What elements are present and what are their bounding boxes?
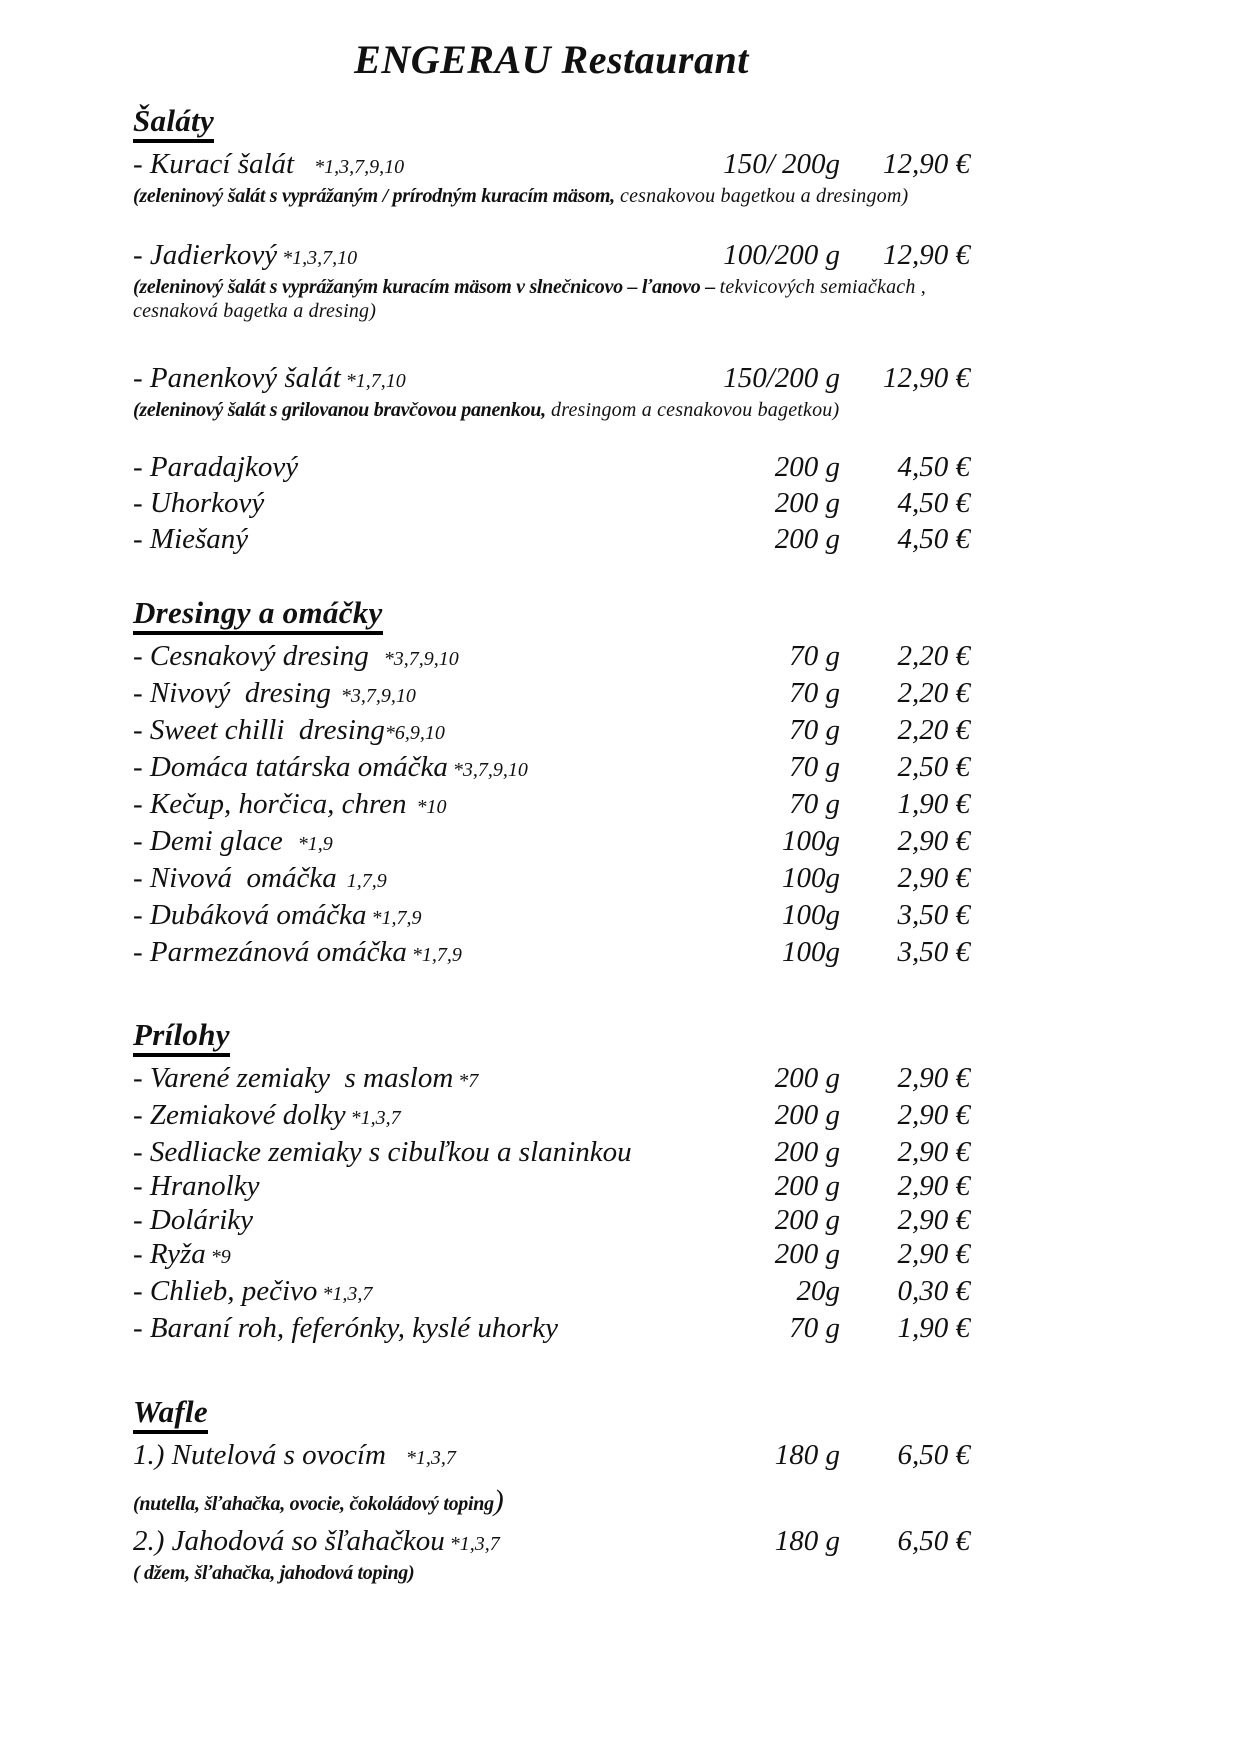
item-price: 2,90 € — [897, 1136, 970, 1169]
item-name: - Dubáková omáčka — [133, 899, 367, 932]
menu-item-row — [133, 1438, 970, 1475]
item-price: 12,90 € — [883, 362, 970, 395]
item-weight: 70 g — [789, 788, 840, 821]
menu-item-row — [133, 750, 970, 787]
description-light: tekvicových semiačkach , cesnaková bagetka a dresing) — [133, 276, 926, 323]
item-name: - Ryža — [133, 1238, 206, 1271]
item-price: 4,50 € — [897, 487, 970, 520]
item-price: 4,50 € — [897, 451, 970, 484]
item-name: - Miešaný — [133, 523, 249, 556]
menu-item-row — [133, 935, 970, 972]
item-allergens: *10 — [406, 796, 447, 819]
item-weight: 200 g — [774, 451, 840, 484]
menu-item-row — [133, 522, 970, 556]
item-name: - Cesnakový dresing — [133, 640, 369, 673]
menu-item-row — [133, 898, 970, 935]
item-allergens: *3,7,9,10 — [447, 759, 528, 782]
item-weight: 200 g — [774, 1136, 840, 1169]
description-strong: ( džem, šľahačka, jahodová toping) — [133, 1562, 415, 1585]
item-name: - Sedliacke zemiaky s cibuľkou a slaninkou — [133, 1136, 632, 1169]
item-weight: 200 g — [774, 1099, 840, 1132]
item-name: - Domáca tatárska omáčka — [133, 751, 448, 784]
item-name: - Varené zemiaky s maslom — [133, 1062, 454, 1095]
menu-item-row — [133, 1237, 970, 1274]
item-weight: 180 g — [774, 1439, 840, 1472]
description-strong: (nutella, šľahačka, ovocie, čokoládový toping — [133, 1493, 494, 1516]
menu-item-row — [133, 1274, 970, 1311]
section-prilohy — [133, 1018, 970, 1057]
item-description — [133, 1484, 970, 1518]
item-allergens: *3,7,9,10 — [368, 648, 459, 671]
item-price: 2,90 € — [897, 1062, 970, 1095]
description-strong: (zeleninový šalát s vyprážaným kuracím mäsom v slnečnicovo – ľanovo – — [133, 276, 720, 299]
menu-item-row — [133, 486, 970, 520]
item-name: - Sweet chilli dresing — [133, 714, 385, 747]
item-price: 2,20 € — [897, 640, 970, 673]
menu-item-row — [133, 1098, 970, 1135]
item-description — [133, 1561, 970, 1585]
menu-item-row — [133, 1524, 970, 1561]
item-price: 3,50 € — [897, 936, 970, 969]
menu-item-row — [133, 713, 970, 750]
item-weight: 70 g — [789, 714, 840, 747]
item-name: - Nivová omáčka — [133, 862, 337, 895]
description-strong: (zeleninový šalát s grilovanou bravčovou panenkou, — [133, 399, 546, 422]
item-description — [133, 275, 970, 323]
item-allergens: *1,3,7,9,10 — [294, 156, 405, 179]
item-weight: 70 g — [789, 640, 840, 673]
section-salaty — [133, 104, 970, 143]
menu-item-row — [133, 361, 970, 398]
item-price: 12,90 € — [883, 148, 970, 181]
menu-item-row — [133, 1203, 970, 1237]
menu-item-row — [133, 861, 970, 898]
item-name: - Zemiakové dolky — [133, 1099, 346, 1132]
item-allergens: 1,7,9 — [336, 870, 387, 893]
menu-item-row — [133, 450, 970, 484]
item-weight: 180 g — [774, 1525, 840, 1558]
item-name: - Parmezánová omáčka — [133, 936, 407, 969]
item-allergens: *1,7,10 — [340, 370, 406, 393]
item-price: 1,90 € — [897, 788, 970, 821]
item-name: - Chlieb, pečivo — [133, 1275, 318, 1308]
item-weight: 100g — [782, 862, 840, 895]
item-allergens: *1,9 — [282, 833, 333, 856]
item-price: 2,50 € — [897, 751, 970, 784]
item-price: 2,90 € — [897, 862, 970, 895]
item-weight: 20g — [796, 1275, 840, 1308]
section-heading: Dresingy a omáčky — [133, 596, 383, 635]
menu-item-row — [133, 1311, 970, 1345]
item-price: 2,90 € — [897, 1099, 970, 1132]
section-wafle — [133, 1395, 970, 1434]
item-price: 2,90 € — [897, 1170, 970, 1203]
description-paren: ) — [493, 1484, 504, 1518]
item-name: - Doláriky — [133, 1204, 253, 1237]
item-weight: 70 g — [789, 677, 840, 710]
item-name: - Nivový dresing — [133, 677, 331, 710]
item-description — [133, 398, 970, 422]
description-strong: (zeleninový šalát s vyprážaným / prírodným kuracím mäsom, — [133, 185, 615, 208]
item-weight: 200 g — [774, 487, 840, 520]
item-name: - Jadierkový — [133, 239, 278, 272]
item-description — [133, 184, 970, 208]
item-price: 2,20 € — [897, 677, 970, 710]
menu-item-row — [133, 639, 970, 676]
menu-item-row — [133, 676, 970, 713]
item-weight: 100g — [782, 825, 840, 858]
item-price: 2,90 € — [897, 1238, 970, 1271]
item-price: 2,20 € — [897, 714, 970, 747]
item-weight: 200 g — [774, 1170, 840, 1203]
item-price: 4,50 € — [897, 523, 970, 556]
item-weight: 150/ 200g — [723, 148, 840, 181]
section-heading: Prílohy — [133, 1018, 230, 1057]
menu-item-row — [133, 238, 970, 275]
item-price: 6,50 € — [897, 1439, 970, 1472]
item-allergens: *1,3,7,10 — [277, 247, 358, 270]
item-weight: 150/200 g — [723, 362, 840, 395]
item-name: 1.) Nutelová s ovocím — [133, 1439, 386, 1472]
section-heading: Wafle — [133, 1395, 208, 1434]
item-weight: 200 g — [774, 1204, 840, 1237]
item-name: - Hranolky — [133, 1170, 260, 1203]
item-allergens: *1,7,9 — [406, 944, 462, 967]
item-price: 12,90 € — [883, 239, 970, 272]
item-allergens: *1,3,7 — [345, 1107, 401, 1130]
item-weight: 200 g — [774, 1062, 840, 1095]
item-name: - Panenkový šalát — [133, 362, 341, 395]
item-weight: 70 g — [789, 751, 840, 784]
item-name: - Kurací šalát — [133, 148, 295, 181]
item-price: 6,50 € — [897, 1525, 970, 1558]
item-price: 1,90 € — [897, 1312, 970, 1345]
menu-item-row — [133, 824, 970, 861]
item-name: 2.) Jahodová so šľahačkou — [133, 1525, 445, 1558]
item-price: 0,30 € — [897, 1275, 970, 1308]
menu-item-row — [133, 1169, 970, 1203]
item-weight: 100g — [782, 936, 840, 969]
section-dresingy — [133, 596, 970, 635]
item-weight: 100g — [782, 899, 840, 932]
item-allergens: *9 — [205, 1246, 231, 1269]
item-weight: 70 g — [789, 1312, 840, 1345]
menu-item-row — [133, 147, 970, 184]
menu-item-row — [133, 1061, 970, 1098]
item-weight: 200 g — [774, 523, 840, 556]
description-light: dresingom a cesnakovou bagetkou) — [545, 399, 840, 422]
item-name: - Demi glace — [133, 825, 283, 858]
menu-item-row — [133, 1135, 970, 1169]
item-allergens: *7 — [453, 1070, 479, 1093]
section-heading: Šaláty — [133, 104, 214, 143]
item-allergens: *1,3,7 — [385, 1447, 456, 1470]
item-allergens: *3,7,9,10 — [330, 685, 416, 708]
item-allergens: *1,7,9 — [366, 907, 422, 930]
item-weight: 100/200 g — [723, 239, 840, 272]
item-name: - Baraní roh, feferónky, kyslé uhorky — [133, 1312, 558, 1345]
restaurant-title: ENGERAU Restaurant — [354, 37, 749, 82]
menu-item-row — [133, 787, 970, 824]
item-allergens: *1,3,7 — [444, 1533, 500, 1556]
item-allergens: *1,3,7 — [317, 1283, 373, 1306]
item-price: 2,90 € — [897, 1204, 970, 1237]
item-price: 2,90 € — [897, 825, 970, 858]
item-weight: 200 g — [774, 1238, 840, 1271]
description-light: cesnakovou bagetkou a dresingom) — [614, 185, 909, 208]
item-name: - Uhorkový — [133, 487, 265, 520]
item-name: - Paradajkový — [133, 451, 299, 484]
item-name: - Kečup, horčica, chren — [133, 788, 407, 821]
item-price: 3,50 € — [897, 899, 970, 932]
item-allergens: *6,9,10 — [384, 722, 445, 745]
